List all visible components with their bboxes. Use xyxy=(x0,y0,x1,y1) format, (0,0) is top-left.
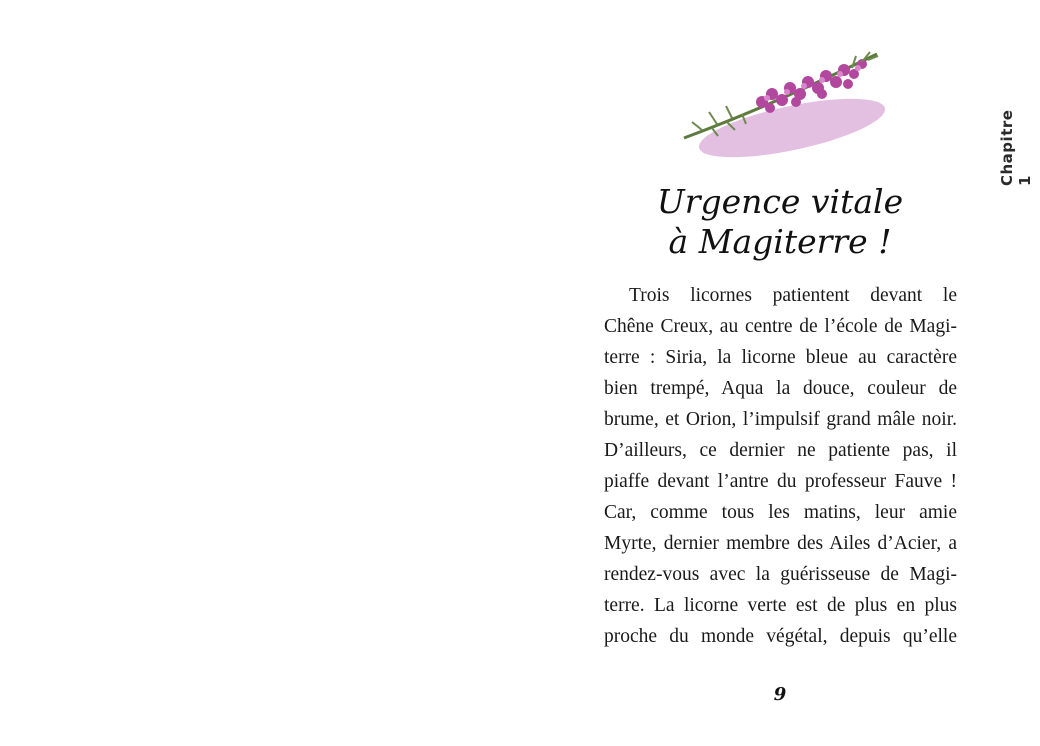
heather-branch-icon xyxy=(672,40,892,160)
chapter-title-line-1: Urgence vitale xyxy=(656,182,904,221)
body-line: terre : Siria, la licorne bleue au caractère xyxy=(604,347,957,368)
body-line: Car, comme tous les matins, leur amie xyxy=(604,502,957,523)
body-line: proche du monde végétal, depuis qu’elle xyxy=(604,626,957,647)
body-line: Chêne Creux, au centre de l’école de Magi- xyxy=(604,316,957,337)
body-line: Myrte, dernier membre des Ailes d’Acier, a xyxy=(604,533,957,554)
body-line: D’ailleurs, ce dernier ne patiente pas, il xyxy=(604,440,957,461)
body-paragraph xyxy=(604,280,957,652)
body-line: piaffe devant l’antre du professeur Fauve ! xyxy=(604,471,957,492)
page-number: 9 xyxy=(773,684,787,705)
chapter-title-line-2: à Magiterre ! xyxy=(668,222,892,261)
chapter-running-head: Chapitre 1 xyxy=(998,109,1034,186)
body-line: bien trempé, Aqua la douce, couleur de xyxy=(604,378,957,399)
body-line: brume, et Orion, l’impulsif grand mâle noir. xyxy=(604,409,957,430)
chapter-title xyxy=(604,182,956,262)
body-line: rendez-vous avec la guérisseuse de Magi- xyxy=(604,564,957,585)
body-line: Trois licornes patientent devant le xyxy=(629,285,957,306)
body-line: terre. La licorne verte est de plus en plus xyxy=(604,595,957,616)
